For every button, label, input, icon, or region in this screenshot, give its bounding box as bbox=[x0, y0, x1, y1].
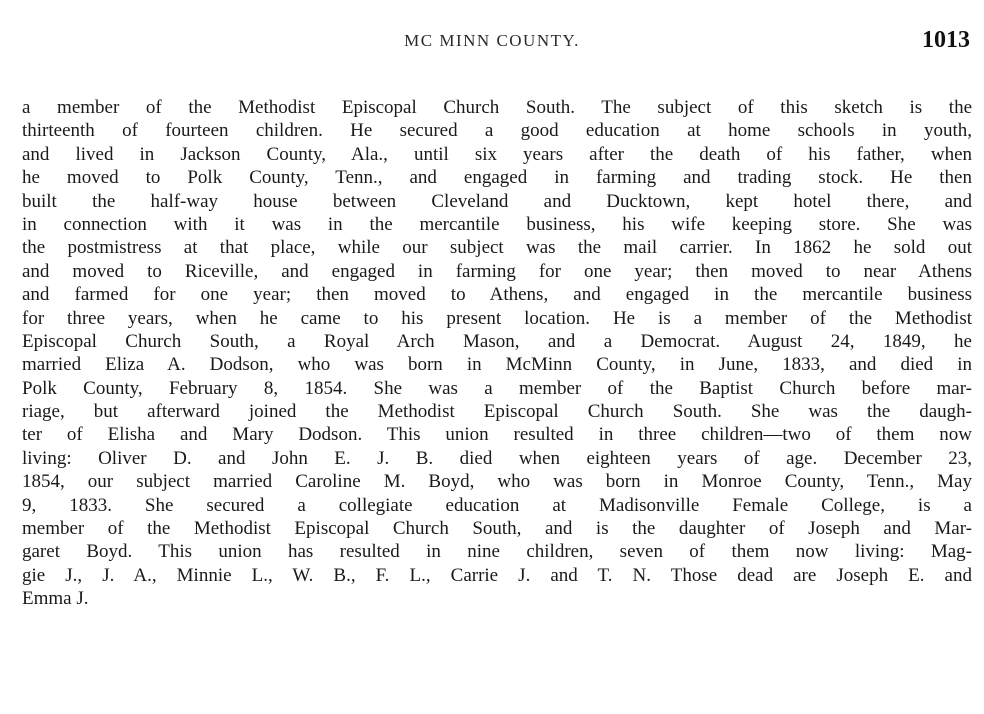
text-line: 9, 1833. She secured a collegiate education at Madisonville Female College, is a bbox=[22, 494, 972, 516]
text-line: and moved to Riceville, and engaged in farming for one year; then moved to near Athens bbox=[22, 260, 972, 282]
text-line: ter of Elisha and Mary Dodson. This union resulted in three children—two of them now bbox=[22, 424, 972, 446]
text-line: for three years, when he came to his present location. He is a member of the Methodist bbox=[22, 307, 972, 329]
text-line: and farmed for one year; then moved to Athens, and engaged in the mercantile business bbox=[22, 284, 972, 306]
text-line: married Eliza A. Dodson, who was born in McMinn County, in June, 1833, and died in bbox=[22, 354, 972, 376]
text-line: Episcopal Church South, a Royal Arch Mason, and a Democrat. August 24, 1849, he bbox=[22, 330, 972, 352]
text-line: Polk County, February 8, 1854. She was a member of the Baptist Church before mar- bbox=[22, 377, 972, 399]
body-paragraph bbox=[22, 96, 972, 611]
text-line: Emma J. bbox=[22, 588, 89, 610]
text-line: member of the Methodist Episcopal Church South, and is the daughter of Joseph and Mar- bbox=[22, 518, 972, 540]
text-line: riage, but afterward joined the Methodist Episcopal Church South. She was the daugh- bbox=[22, 401, 972, 423]
text-line: living: Oliver D. and John E. J. B. died when eighteen years of age. December 23, bbox=[22, 447, 972, 469]
text-line: thirteenth of fourteen children. He secured a good education at home schools in youth, bbox=[22, 120, 972, 142]
text-line: and lived in Jackson County, Ala., until six years after the death of his father, when bbox=[22, 143, 972, 165]
text-line: in connection with it was in the mercantile business, his wife keeping store. She was bbox=[22, 213, 972, 235]
text-line: he moved to Polk County, Tenn., and engaged in farming and trading stock. He then bbox=[22, 167, 972, 189]
text-line: 1854, our subject married Caroline M. Boyd, who was born in Monroe County, Tenn., May bbox=[22, 471, 972, 493]
text-line: the postmistress at that place, while our subject was the mail carrier. In 1862 he sold out bbox=[22, 237, 972, 259]
running-header: MC MINN COUNTY. bbox=[404, 31, 580, 50]
text-line: garet Boyd. This union has resulted in nine children, seven of them now living: Mag- bbox=[22, 541, 972, 563]
page-number: 1013 bbox=[922, 27, 970, 53]
text-line: gie J., J. A., Minnie L., W. B., F. L., Carrie J. and T. N. Those dead are Joseph E. and bbox=[22, 564, 972, 586]
text-line: a member of the Methodist Episcopal Church South. The subject of this sketch is the bbox=[22, 97, 972, 118]
text-line: built the half-way house between Cleveland and Ducktown, kept hotel there, and bbox=[22, 190, 972, 212]
